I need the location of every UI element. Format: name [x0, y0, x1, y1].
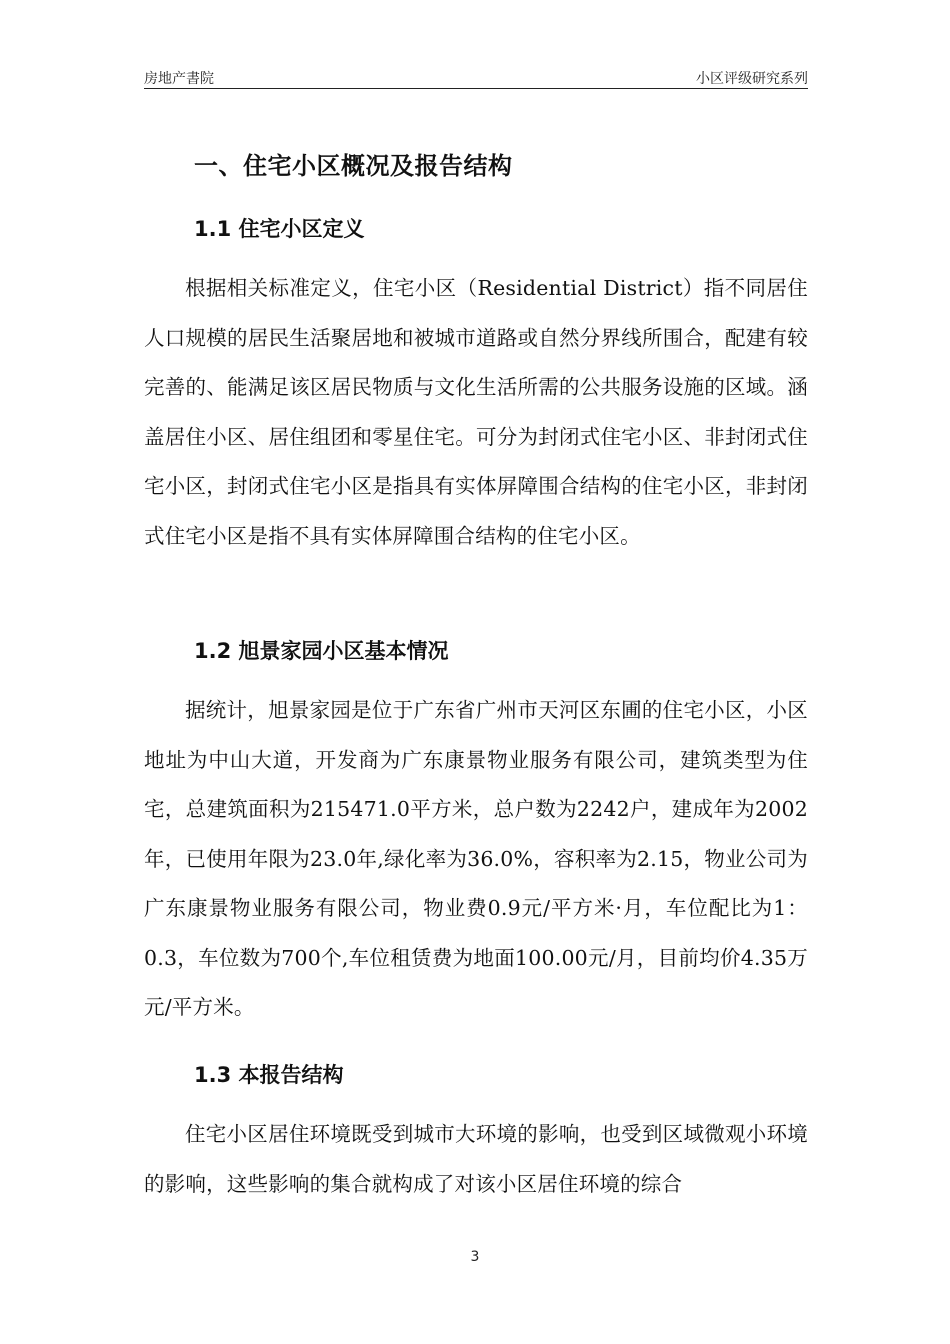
- header-series-title: 小区评级研究系列: [696, 71, 808, 87]
- paragraph-definition: 根据相关标准定义，住宅小区（Residential District）指不同居住人口规模的居民生活聚居地和被城市道路或自然分界线所围合，配建有较完善的、能满足该区居民物质与文化生活所需的公共服务设施的区域。涵盖居住小区、居住组团和零星住宅。可分为封闭式住宅小区、非封闭式住宅小区，封闭式住宅小区是指具有实体屏障围合结构的住宅小区，非封闭式住宅小区是指不具有实体屏障围合结构的住宅小区。: [144, 276, 808, 548]
- subsection-heading-1-3: 1.3 本报告结构: [194, 1063, 344, 1087]
- subsection-heading-1-1: 1.1 住宅小区定义: [194, 217, 365, 241]
- page-header: [144, 66, 808, 89]
- section-heading: 一、住宅小区概况及报告结构: [194, 152, 513, 180]
- paragraph-basic-info: 据统计，旭景家园是位于广东省广州市天河区东圃的住宅小区，小区地址为中山大道，开发商为广东康景物业服务有限公司，建筑类型为住宅，总建筑面积为215471.0平方米，总户数为2242户，建成年为2002年，已使用年限为23.0年,绿化率为36.0%，容积率为2.15，物业公司为广东康景物业服务有限公司，物业费0.9元/平方米·月，车位配比为1：0.3，车位数为700个,车位租赁费为地面100.00元/月，目前均价4.35万元/平方米。: [144, 698, 808, 1019]
- header-publisher: 房地产書院: [144, 71, 214, 87]
- page-number: 3: [470, 1249, 480, 1265]
- paragraph-report-structure: 住宅小区居住环境既受到城市大环境的影响，也受到区域微观小环境的影响，这些影响的集合就构成了对该小区居住环境的综合: [144, 1122, 808, 1196]
- subsection-heading-1-2: 1.2 旭景家园小区基本情况: [194, 639, 449, 663]
